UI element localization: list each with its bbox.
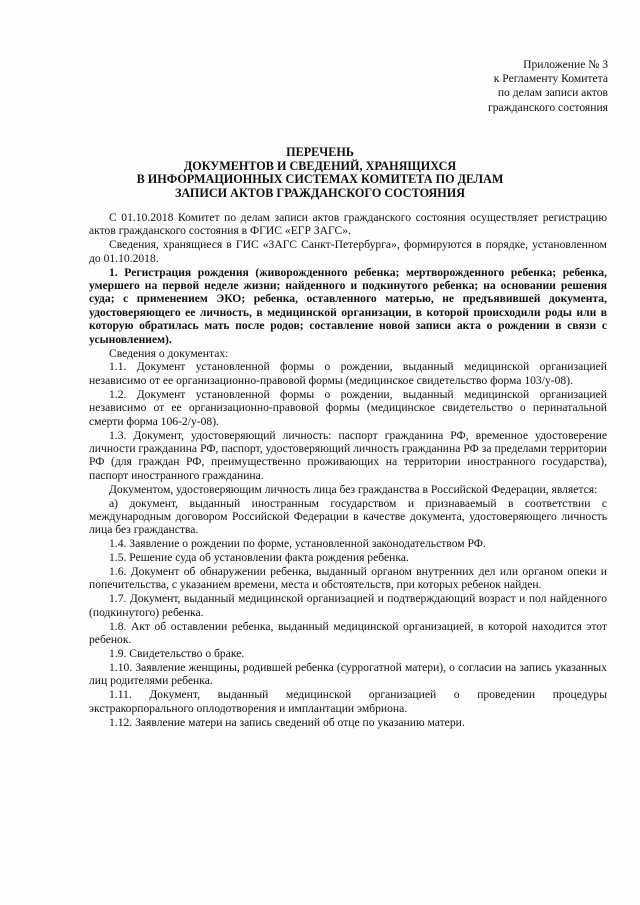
list-item: 1.5. Решение суда об установлении факта рождения ребенка. (109, 551, 409, 565)
appendix-line: к Регламенту Комитета (493, 72, 608, 86)
title-line: ЗАПИСИ АКТОВ ГРАЖДАНСКОГО СОСТОЯНИЯ (174, 185, 466, 200)
title-line: В ИНФОРМАЦИОННЫХ СИСТЕМАХ КОМИТЕТА ПО ДЕЛАМ (136, 172, 504, 187)
list-item: 1.9. Свидетельство о браке. (109, 647, 245, 660)
list-item: 1.1. Документ установленной формы о рождении, выданный медицинской организацией независимо от ее организационно-правовой формы (медицинское свидетельство форма 103/у-08). (89, 360, 607, 387)
list-item: 1.12. Заявление матери на запись сведений об отце по указанию матери. (109, 715, 465, 729)
documents-caption: Сведения о документах: (109, 346, 229, 360)
intro-paragraph: Сведения, хранящиеся в ГИС «ЗАГС Санкт-Петербурга», формируются в порядке, установленном до 01.10.2018. (89, 238, 607, 265)
appendix-line: по делам записи актов (497, 86, 608, 100)
section-heading: 1. Регистрация рождения (живорожденного ребенка; мертворожденного ребенка; ребенка, умершего на первой неделе жизни; найденного и подкинутого ребенка; на основании решения суда; с применением ЭКО; ребенка, оставленного матерью, не предъявившей документа, удостоверяющего ее личность, в медицинской организации, в которой происходили роды или в которую обратилась мать после родов; составление новой записи акта о рождении в связи с усыновлением). (89, 265, 607, 346)
document-body (89, 211, 607, 729)
list-item: 1.2. Документ установленной формы о рождении, выданный медицинской организацией независимо от ее организационно-правовой формы (медицинское свидетельство о перинатальной смерти форма 106-2/у-08). (89, 387, 607, 428)
list-item: Документом, удостоверяющим личность лица без гражданства в Российской Федерации, является: (109, 482, 598, 496)
list-item: 1.7. Документ, выданный медицинской организацией и подтверждающий возраст и пол найденного (подкинутого) ребенка. (89, 592, 607, 619)
list-item: 1.4. Заявление о рождении по форме, установленной законодательством РФ. (109, 537, 486, 551)
list-item: 1.6. Документ об обнаружении ребенка, выданный органом внутренних дел или органом опеки и попечительства, с указанием времени, места и обстоятельств, при которых ребенок найден. (89, 565, 607, 592)
appendix-reference (368, 58, 608, 115)
list-item: 1.10. Заявление женщины, родившей ребенка (суррогатной матери), о согласии на запись указанных лиц родителями ребенка. (89, 660, 607, 688)
list-item: а) документ, выданный иностранным государством и признаваемый в соответствии с международным договором Российской Федерации в качестве документа, удостоверяющего личность лица без гражданства. (89, 496, 607, 537)
appendix-line: Приложение № 3 (523, 58, 608, 71)
list-item: 1.8. Акт об оставлении ребенка, выданный медицинской организацией, в которой находится этот ребенок. (89, 619, 607, 647)
list-item: 1.3. Документ, удостоверяющий личность: паспорт гражданина РФ, временное удостоверение личности гражданина РФ, паспорт, удостоверяющий личность гражданина РФ за пределами территории РФ (для граждан РФ, преимущественно проживающих на территории иностранного государства), паспорт иностранного гражданина. (89, 428, 607, 482)
title-line: ДОКУМЕНТОВ И СВЕДЕНИЙ, ХРАНЯЩИХСЯ (183, 158, 457, 173)
document-title (90, 146, 550, 200)
list-item: 1.11. Документ, выданный медицинской организацией о проведении процедуры экстракорпорального оплодотворения и имплантации эмбриона. (89, 688, 607, 715)
appendix-line: гражданского состояния (487, 100, 608, 114)
intro-paragraph: С 01.10.2018 Комитет по делам записи актов гражданского состояния осуществляет регистрацию актов гражданского состояния в ФГИС «ЕГР ЗАГС». (89, 211, 607, 238)
title-line: ПЕРЕЧЕНЬ (286, 145, 354, 159)
